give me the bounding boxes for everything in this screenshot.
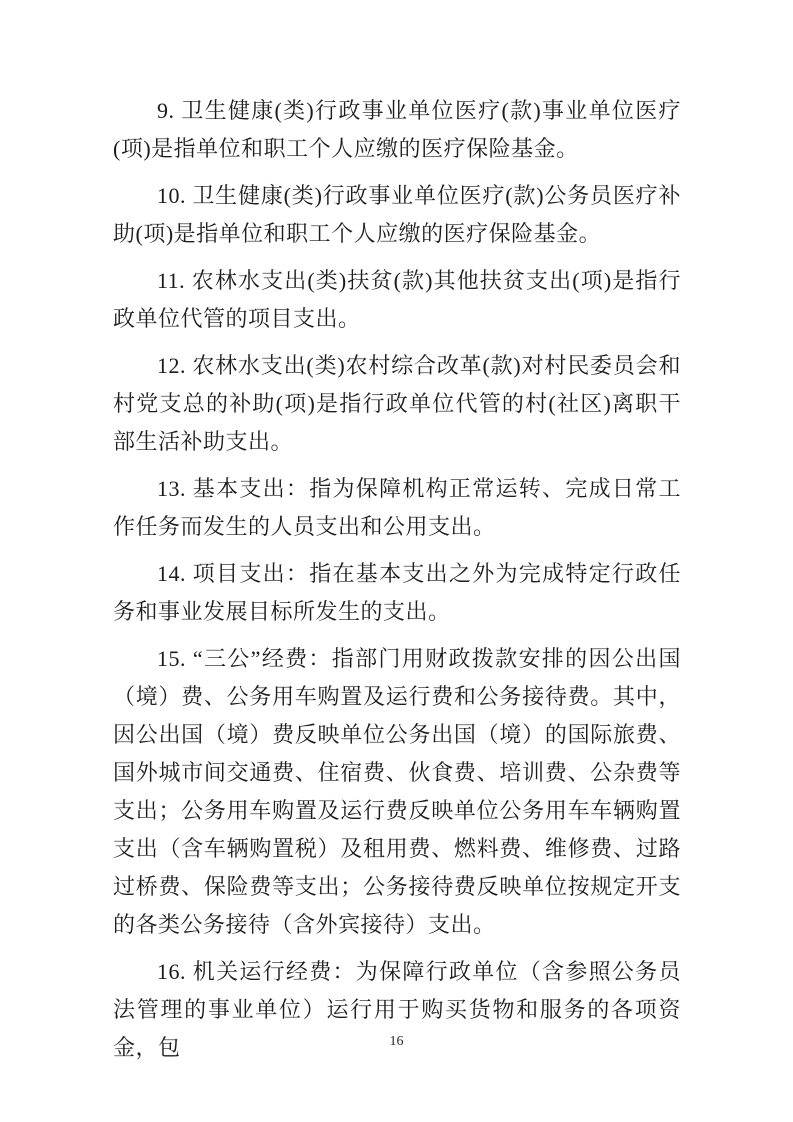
paragraph-item-9: 9. 卫生健康(类)行政事业单位医疗(款)事业单位医疗(项)是指单位和职工个人应缴的医疗保险基金。 bbox=[113, 98, 681, 161]
paragraph-item-11: 11. 农林水支出(类)扶贫(款)其他扶贫支出(项)是指行政单位代管的项目支出。 bbox=[113, 268, 681, 331]
paragraph-item-12: 12. 农林水支出(类)农村综合改革(款)对村民委员会和村党支总的补助(项)是指行政单位代管的村(社区)离职干部生活补助支出。 bbox=[113, 353, 681, 454]
paragraph-item-10: 10. 卫生健康(类)行政事业单位医疗(款)公务员医疗补助(项)是指单位和职工个人应缴的医疗保险基金。 bbox=[113, 183, 681, 246]
page-number: 16 bbox=[389, 1034, 404, 1049]
page-footer bbox=[0, 1032, 793, 1050]
document-body bbox=[113, 92, 681, 1076]
paragraph-item-16: 16. 机关运行经费：为保障行政单位（含参照公务员法管理的事业单位）运行用于购买货物和服务的各项资金，包 bbox=[113, 959, 681, 1060]
paragraph-item-14: 14. 项目支出：指在基本支出之外为完成特定行政任务和事业发展目标所发生的支出。 bbox=[113, 561, 681, 624]
paragraph-item-15: 15. “三公”经费：指部门用财政拨款安排的因公出国（境）费、公务用车购置及运行费和公务接待费。其中，因公出国（境）费反映单位公务出国（境）的国际旅费、国外城市间交通费、住宿费、伙食费、培训费、公杂费等支出；公务用车购置及运行费反映单位公务用车车辆购置支出（含车辆购置税）及租用费、燃料费、维修费、过路过桥费、保险费等支出；公务接待费反映单位按规定开支的各类公务接待（含外宾接待）支出。 bbox=[113, 646, 681, 937]
paragraph-item-13: 13. 基本支出：指为保障机构正常运转、完成日常工作任务而发生的人员支出和公用支出。 bbox=[113, 476, 681, 539]
